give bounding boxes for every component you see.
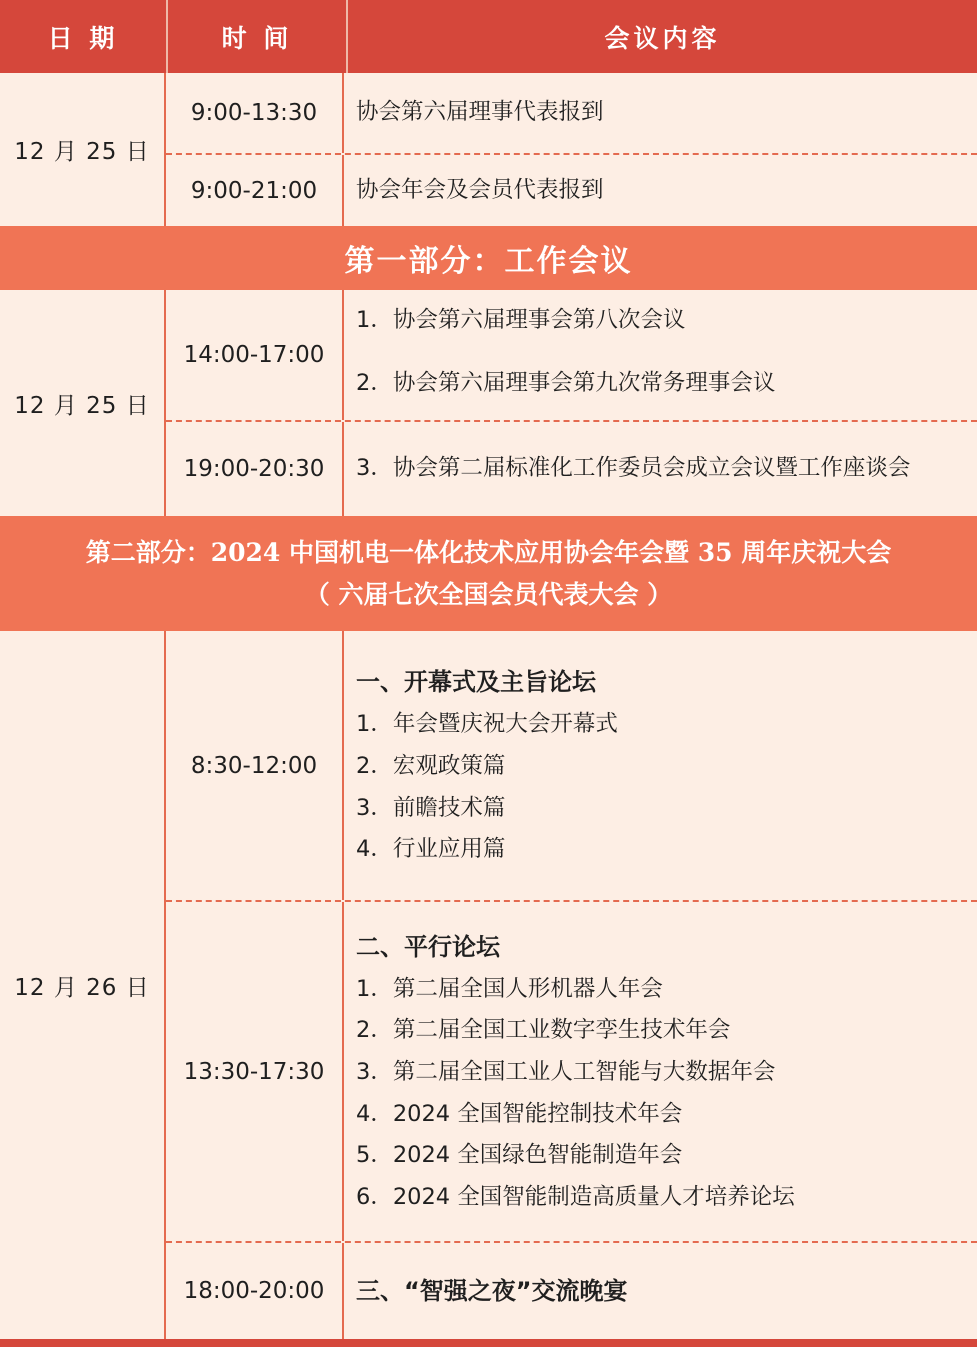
content-cell xyxy=(344,290,977,420)
part2-title-line2: （ 六届七次全国会员代表大会 ） xyxy=(304,579,673,609)
date-cell: 12 月 25 日 xyxy=(0,290,166,516)
time-cell: 19:00-20:30 xyxy=(166,422,344,516)
time-cell: 14:00-17:00 xyxy=(166,290,344,420)
content-cell xyxy=(344,902,977,1241)
content-cell xyxy=(344,422,977,516)
agenda-item: 1．第二届全国人形机器人年会 xyxy=(356,975,663,1002)
agenda-item: 1．年会暨庆祝大会开幕式 xyxy=(356,711,618,738)
section-heading: 三、“智强之夜”交流晚宴 xyxy=(356,1277,628,1305)
content-cell xyxy=(344,631,977,900)
agenda-item: 4．行业应用篇 xyxy=(356,836,506,863)
header-time: 时 间 xyxy=(168,0,348,73)
time-cell: 13:30-17:30 xyxy=(166,902,344,1241)
content-cell xyxy=(344,73,977,153)
table-row xyxy=(166,420,977,516)
table-row xyxy=(166,1241,977,1339)
block-work-meetings xyxy=(0,290,977,516)
agenda-item: 2．第二届全国工业数字孪生技术年会 xyxy=(356,1017,731,1044)
table-header xyxy=(0,0,977,73)
agenda-item: 2．宏观政策篇 xyxy=(356,752,506,779)
agenda-item: 3．第二届全国工业人工智能与大数据年会 xyxy=(356,1058,776,1085)
part1-title: 第一部分：工作会议 xyxy=(344,244,633,279)
block-registration xyxy=(0,73,977,226)
agenda-item: 3．协会第二届标准化工作委员会成立会议暨工作座谈会 xyxy=(356,455,911,482)
section-heading: 一、开幕式及主旨论坛 xyxy=(356,668,596,697)
block-annual-meeting xyxy=(0,631,977,1339)
part2-title-line1: 第二部分：2024 中国机电一体化技术应用协会年会暨 35 周年庆祝大会 xyxy=(85,537,892,567)
section-heading: 二、平行论坛 xyxy=(356,932,500,961)
content-cell xyxy=(344,155,977,226)
agenda-item: 5．2024 全国绿色智能制造年会 xyxy=(356,1142,683,1169)
agenda-item: 1．协会第六届理事会第八次会议 xyxy=(356,307,686,333)
agenda-item: 3．前瞻技术篇 xyxy=(356,794,506,821)
table-row xyxy=(166,900,977,1241)
date-cell: 12 月 25 日 xyxy=(0,73,166,226)
time-cell: 9:00-21:00 xyxy=(166,155,344,226)
date-cell: 12 月 26 日 xyxy=(0,631,166,1339)
content-cell xyxy=(344,1243,977,1339)
time-cell: 9:00-13:30 xyxy=(166,73,344,153)
agenda-item: 4．2024 全国智能控制技术年会 xyxy=(356,1100,683,1127)
agenda-item: 2．协会第六届理事会第九次常务理事会议 xyxy=(356,370,776,396)
table-row xyxy=(166,153,977,226)
header-content: 会议内容 xyxy=(604,23,721,53)
agenda-item: 协会第六届理事代表报到 xyxy=(356,99,604,126)
bottom-rule xyxy=(0,1339,977,1347)
agenda-item: 协会年会及会员代表报到 xyxy=(356,176,604,203)
table-row xyxy=(166,73,977,153)
time-cell: 18:00-20:00 xyxy=(166,1243,344,1339)
agenda-item: 6．2024 全国智能制造高质量人才培养论坛 xyxy=(356,1183,795,1210)
part2-banner xyxy=(0,516,977,631)
time-cell: 8:30-12:00 xyxy=(166,631,344,900)
table-row xyxy=(166,631,977,900)
header-date: 日 期 xyxy=(0,0,168,73)
part1-banner xyxy=(0,226,977,290)
table-row xyxy=(166,290,977,420)
